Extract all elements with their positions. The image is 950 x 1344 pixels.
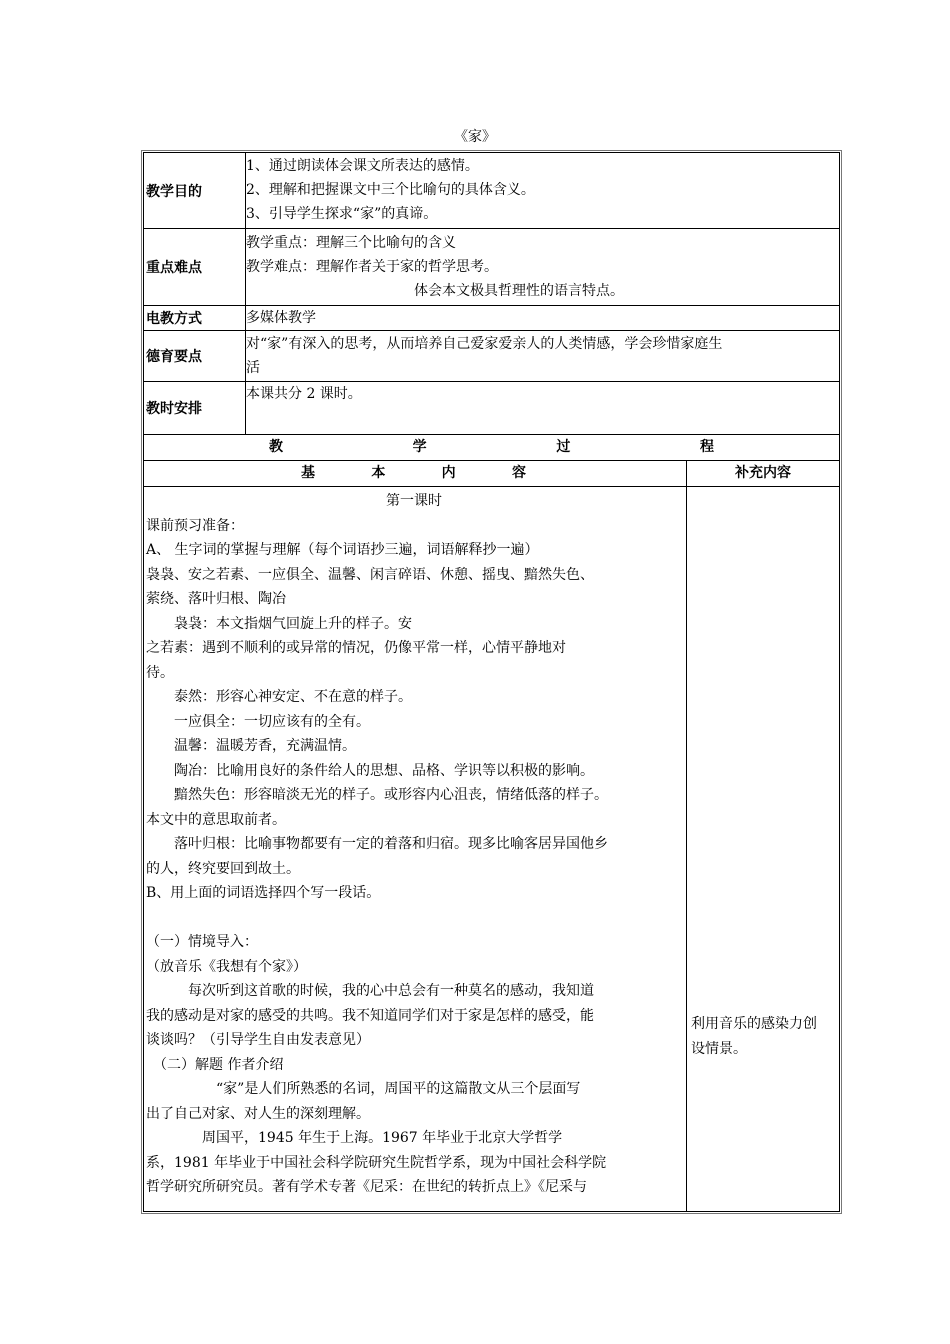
row-moral <box>144 331 839 382</box>
content-line: 课前预习准备： <box>146 517 244 534</box>
moral-line: 对“家”有深入的思考，从而培养自己爱家爱亲人的人类情感，学会珍惜家庭生 <box>246 336 723 352</box>
content-line: 我的感动是对家的感受的共鸣。我不知道同学们对于家是怎样的感受，能 <box>146 1007 594 1024</box>
value-schedule: 本课共分 2 课时。 <box>246 386 362 402</box>
label-media: 电教方式 <box>144 306 246 330</box>
supplement-header-text: 补充内容 <box>735 465 791 481</box>
basic-header-chars <box>144 461 686 486</box>
content-line: 落叶归根：比喻事物都要有一定的着落和归宿。现多比喻客居异国他乡 <box>146 836 608 852</box>
content-line: 温馨：温暖芳香，充满温情。 <box>146 738 356 754</box>
keypoint-line: 体会本文极具哲理性的语言特点。 <box>414 283 624 299</box>
content-line: 的人，终究要回到故土。 <box>146 860 300 877</box>
content-line <box>146 906 682 931</box>
content-line: 待。 <box>146 664 174 681</box>
content-line: 谈谈吗？（引导学生自由发表意见） <box>146 1032 370 1048</box>
supplement-content <box>687 487 839 1211</box>
supplement-line: 利用音乐的感染力创 <box>691 1016 817 1032</box>
value-moral <box>244 331 839 380</box>
content-line: （二）解题 作者介绍 <box>146 1056 284 1073</box>
objective-line: 3、引导学生探求“家”的真谛。 <box>246 206 438 222</box>
content-line: 本文中的意思取前者。 <box>146 811 286 828</box>
objective-line: 1、通过朗读体会课文所表达的感情。 <box>246 158 479 174</box>
supplement-content-text <box>687 487 839 1061</box>
basic-content <box>144 487 687 1211</box>
content-line: （放音乐《我想有个家》） <box>146 958 307 975</box>
content-line: （一）情境导入： <box>146 934 258 950</box>
content-line: 出了自己对家、对人生的深刻理解。 <box>146 1105 370 1122</box>
content-line: 袅袅：本文指烟气回旋上升的样子。安 <box>146 615 412 632</box>
content-line: A、 生字词的掌握与理解（每个词语抄三遍，词语解释抄一遍） <box>146 542 539 558</box>
value-objectives <box>244 153 839 226</box>
content-line: 周国平，1945 年生于上海。1967 年毕业于北京大学哲学 <box>146 1130 563 1146</box>
basic-content-header <box>144 461 687 486</box>
basic-content-text <box>144 487 686 1200</box>
process-header-char: 程 <box>699 439 714 455</box>
row-media <box>144 306 839 331</box>
content-body <box>144 487 839 1211</box>
content-line: B、用上面的词语选择四个写一段话。 <box>146 885 381 901</box>
label-keypoints: 重点难点 <box>144 229 246 305</box>
supplement-header <box>687 461 839 486</box>
value-keypoints <box>244 229 839 303</box>
objective-line: 2、理解和把握课文中三个比喻句的具体含义。 <box>246 182 535 198</box>
content-line: 之若素：遇到不顺利的或异常的情况，仍像平常一样，心情平静地对 <box>146 640 566 656</box>
content-line: 陶冶：比喻用良好的条件给人的思想、品格、学识等以积极的影响。 <box>146 762 594 779</box>
basic-header-char: 内 <box>441 465 456 481</box>
process-header-row <box>144 435 839 461</box>
label-schedule: 教时安排 <box>144 382 246 434</box>
content-line: 系，1981 年毕业于中国社会科学院研究生院哲学系，现为中国社会科学院 <box>146 1154 607 1171</box>
process-header <box>144 435 839 460</box>
content-line: 黯然失色：形容暗淡无光的样子。或形容内心沮丧，情绪低落的样子。 <box>146 787 608 803</box>
row-objectives <box>144 153 839 229</box>
keypoint-line: 教学重点：理解三个比喻句的含义 <box>246 235 456 251</box>
row-schedule <box>144 382 839 435</box>
row-keypoints <box>144 229 839 306</box>
process-header-char: 过 <box>556 439 571 455</box>
label-objectives: 教学目的 <box>144 153 246 228</box>
moral-line: 活 <box>246 360 260 376</box>
content-line: 哲学研究所研究员。著有学术专著《尼采：在世纪的转折点上》《尼采与 <box>146 1179 587 1195</box>
lesson-plan-table <box>143 152 840 1212</box>
content-line: 泰然：形容心神安定、不在意的样子。 <box>146 689 412 705</box>
content-line: 萦绕、落叶归根、陶冶 <box>146 591 286 607</box>
lesson-period-heading: 第一课时 <box>386 493 442 509</box>
content-line: 每次听到这首歌的时候，我的心中总会有一种莫名的感动，我知道 <box>146 983 594 999</box>
content-header-row <box>144 461 839 487</box>
value-media: 多媒体教学 <box>246 310 316 326</box>
keypoint-line: 教学难点：理解作者关于家的哲学思考。 <box>246 259 498 275</box>
content-line: “家”是人们所熟悉的名词，周国平的这篇散文从三个层面写 <box>146 1081 581 1097</box>
process-header-char: 教 <box>269 439 283 455</box>
content-line: 一应俱全：一切应该有的全有。 <box>146 713 370 730</box>
document-title: 《家》 <box>454 129 496 145</box>
basic-header-char: 容 <box>511 465 526 481</box>
basic-header-char: 本 <box>371 465 386 481</box>
basic-header-char: 基 <box>301 465 315 481</box>
process-header-char: 学 <box>412 439 427 455</box>
label-moral: 德育要点 <box>144 331 246 381</box>
content-line: 袅袅、安之若素、一应俱全、温馨、闲言碎语、休憩、摇曳、黯然失色、 <box>146 566 594 583</box>
supplement-line: 设情景。 <box>691 1040 747 1057</box>
